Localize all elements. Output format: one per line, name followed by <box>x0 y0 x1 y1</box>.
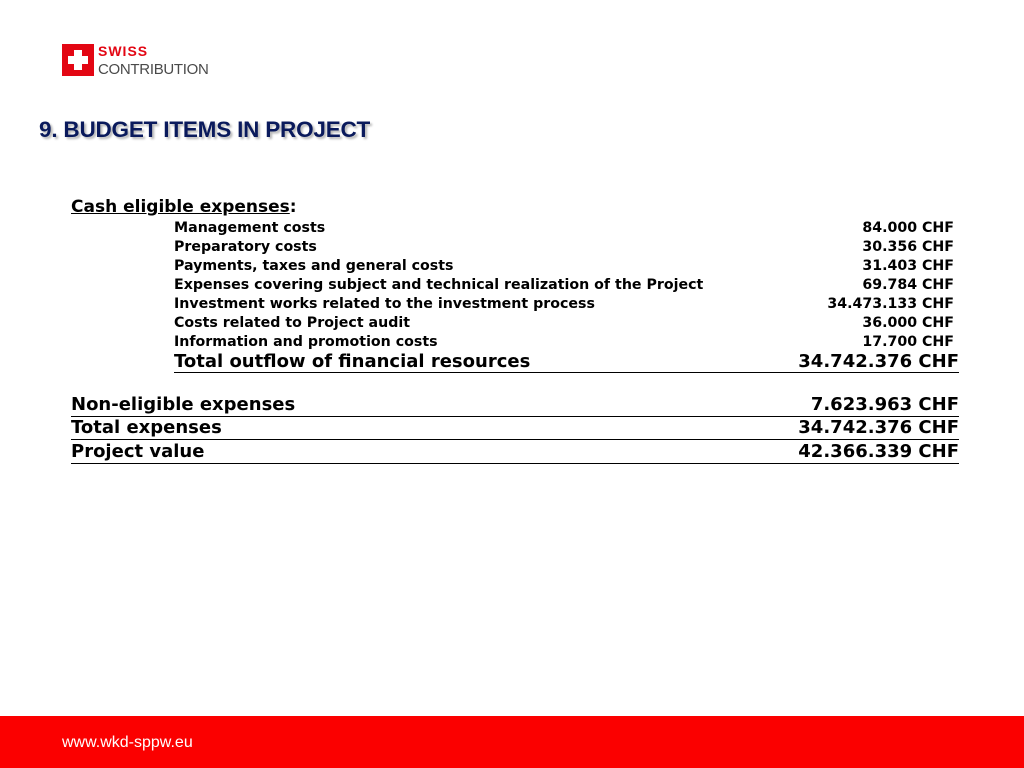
cash-eligible-heading-text: Cash eligible expenses <box>71 197 290 217</box>
budget-item-value: 84.000 CHF <box>862 220 954 236</box>
footer-url-link[interactable]: www.wkd-sppw.eu <box>62 734 193 751</box>
budget-item-value: 31.403 CHF <box>862 258 954 274</box>
project-value-row <box>71 440 959 464</box>
budget-item-value: 17.700 CHF <box>862 334 954 350</box>
summary-label: Non-eligible expenses <box>71 394 296 415</box>
cash-eligible-items <box>174 219 954 352</box>
cash-eligible-heading-colon: : <box>289 197 297 217</box>
logo-text-contribution: CONTRIBUTION <box>98 61 209 78</box>
budget-item-value: 36.000 CHF <box>862 315 954 331</box>
budget-item-row <box>174 314 954 333</box>
budget-item-row <box>174 257 954 276</box>
total-outflow-row <box>174 351 959 373</box>
total-outflow-value: 34.742.376 CHF <box>798 351 959 372</box>
budget-item-row <box>174 219 954 238</box>
non-eligible-expenses-row <box>71 393 959 417</box>
budget-item-label: Investment works related to the investment process <box>174 296 595 312</box>
budget-item-label: Expenses covering subject and technical realization of the Project <box>174 277 704 293</box>
budget-item-row <box>174 295 954 314</box>
summary-value: 42.366.339 CHF <box>798 441 959 462</box>
total-expenses-row <box>71 416 959 440</box>
summary-label: Project value <box>71 441 205 462</box>
budget-item-value: 34.473.133 CHF <box>827 296 954 312</box>
logo-text-swiss: SWISS <box>98 43 149 59</box>
budget-item-label: Preparatory costs <box>174 239 317 255</box>
budget-item-label: Information and promotion costs <box>174 334 438 350</box>
page-title: 9. BUDGET ITEMS IN PROJECT <box>39 117 371 142</box>
summary-label: Total expenses <box>71 417 222 438</box>
budget-item-label: Management costs <box>174 220 326 236</box>
budget-item-row <box>174 238 954 257</box>
cash-eligible-heading <box>71 197 297 217</box>
summary-value: 7.623.963 CHF <box>810 394 959 415</box>
budget-item-row <box>174 276 954 295</box>
budget-item-value: 30.356 CHF <box>862 239 954 255</box>
budget-item-label: Costs related to Project audit <box>174 315 411 331</box>
total-outflow-label: Total outflow of financial resources <box>174 351 531 372</box>
budget-item-row <box>174 333 954 352</box>
summary-value: 34.742.376 CHF <box>798 417 959 438</box>
budget-item-value: 69.784 CHF <box>862 277 954 293</box>
footer-bar <box>0 716 1024 768</box>
budget-item-label: Payments, taxes and general costs <box>174 258 454 274</box>
swiss-cross-icon <box>62 44 94 76</box>
